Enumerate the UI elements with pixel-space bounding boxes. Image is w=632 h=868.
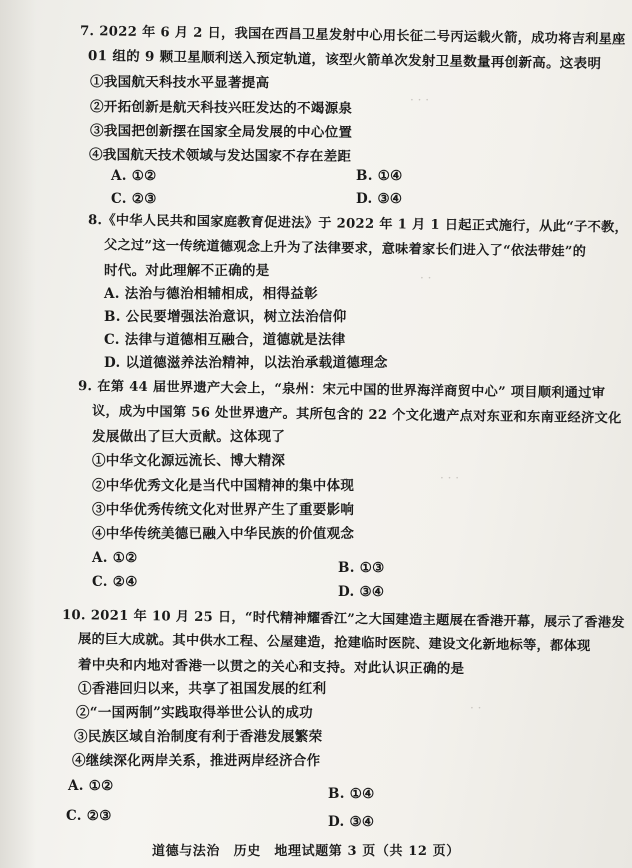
question-7-choice-d[interactable]: D. ③④: [356, 191, 403, 207]
bleed-through-text: · · ·: [440, 471, 460, 485]
question-7-option-4: ④我国航天技术领域与发达国家不存在差距: [88, 147, 352, 165]
question-10-stem-line3: 着中央和内地对香港一以贯之的关心和支持。对此认识正确的是: [77, 657, 465, 678]
question-7-option-1: ①我国航天科技水平显著提高: [89, 74, 270, 92]
page-fold-shadow: [0, 0, 36, 868]
question-10-choice-b[interactable]: B. ①④: [328, 786, 375, 802]
question-9-choice-b[interactable]: B. ①③: [338, 560, 385, 576]
bleed-through-text: · · ·: [410, 93, 430, 107]
question-10-option-4: ④继续深化两岸关系，推进两岸经济合作: [72, 753, 321, 769]
question-10-choice-c[interactable]: C. ②③: [66, 808, 112, 824]
question-10-stem-line1: 10. 2021 年 10 月 25 日，“时代精神耀香江”之大国建造主题展在香港开幕，展示了香港发: [61, 608, 625, 631]
question-10-choice-d[interactable]: D. ③④: [328, 814, 375, 830]
question-9-option-1: ①中华文化源远流长、博大精深: [92, 453, 286, 469]
question-8-choice-c[interactable]: C. 法律与道德相互融合，道德就是法律: [104, 332, 346, 348]
question-7-stem-line1: 7. 2022 年 6 月 2 日，我国在西昌卫星发射中心用长征二号丙运载火箭，成功将吉利星座: [79, 24, 626, 48]
question-7-choice-c[interactable]: C. ②③: [111, 191, 157, 207]
page-footer: 道德与法治 历史 地理试题第 3 页（共 12 页）: [152, 844, 460, 859]
question-7-stem-line2: 01 组的 9 颗卫星顺利送入预定轨道，该型火箭单次发射卫星数量再创新高。这表明: [87, 48, 602, 73]
question-9-stem-line1: 9. 在第 44 届世界遗产大会上，“泉州：宋元中国的世界海洋商贸中心” 项目顺利通过审: [77, 379, 606, 402]
question-10-stem-line2: 展的巨大成就。其中供水工程、公屋建造，抢建临时医院、建设文化新地标等，都体现: [77, 632, 591, 655]
question-7-option-2: ②开拓创新是航天科技兴旺发达的不竭源泉: [89, 99, 353, 117]
question-10-option-1: ①香港回归以来，共享了祖国发展的红利: [78, 681, 327, 697]
question-8-stem-line2: 父之过”这一传统道德观念上升为了法律要求，意味着家长们进入了“依法带娃”的: [103, 238, 587, 260]
question-7-option-3: ③我国把创新摆在国家全局发展的中心位置: [89, 123, 353, 141]
question-8-stem-line3: 时代。对此理解不正确的是: [104, 263, 270, 279]
question-7-choice-b[interactable]: B. ①④: [356, 168, 403, 184]
question-9-stem-line2: 议，成为中国第 56 处世界遗产。其所包含的 22 个文化遗产点对东亚和东南亚经济文化: [91, 404, 622, 427]
question-9-stem-line3: 发展做出了巨大贡献。这体现了: [92, 429, 286, 445]
question-8-choice-b[interactable]: B. 公民要增强法治意识，树立法治信仰: [104, 309, 347, 325]
question-9-choice-c[interactable]: C. ②④: [92, 574, 138, 590]
bleed-through-text: · ·: [420, 271, 432, 285]
question-9-option-2: ②中华优秀文化是当代中国精神的集中体现: [92, 478, 355, 494]
question-8-stem-line1: 8.《中华人民共和国家庭教育促进法》于 2022 年 1 月 1 日起正式施行，从此“子不教，: [87, 213, 629, 236]
bleed-through-text: · ·: [470, 701, 482, 715]
question-9-choice-d[interactable]: D. ③④: [338, 584, 385, 600]
question-9-option-4: ④中华传统美德已融入中华民族的价值观念: [92, 526, 355, 542]
question-8-choice-d[interactable]: D. 以道德滋养法治精神，以法治承载道德理念: [104, 355, 388, 371]
question-10-option-2: ②“一国两制”实践取得举世公认的成功: [76, 705, 313, 721]
question-9-choice-a[interactable]: A. ①②: [92, 550, 138, 566]
question-10-choice-a[interactable]: A. ①②: [68, 778, 114, 794]
question-7-choice-a[interactable]: A. ①②: [111, 168, 157, 184]
question-8-choice-a[interactable]: A. 法治与德治相辅相成，相得益彰: [104, 286, 318, 302]
question-10-option-3: ③民族区域自治制度有利于香港发展繁荣: [74, 729, 323, 745]
question-9-option-3: ③中华优秀传统文化对世界产生了重要影响: [92, 502, 355, 518]
